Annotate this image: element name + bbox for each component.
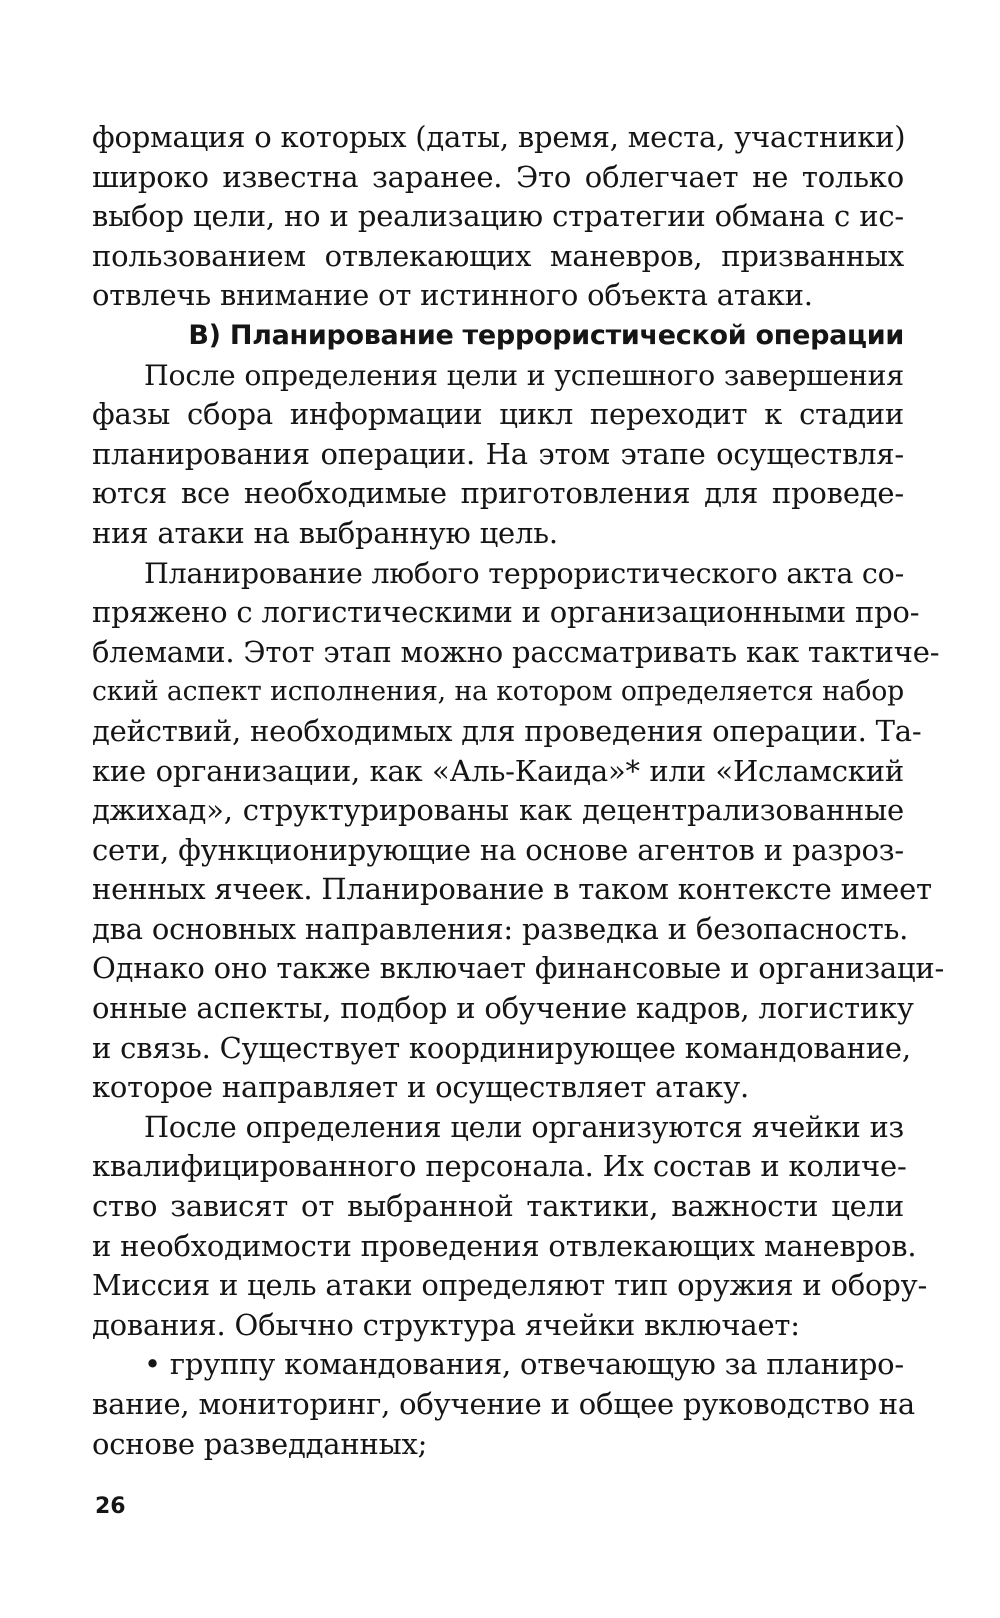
text-line: выбор цели, но и реализацию стратегии обмана с ис- bbox=[92, 199, 904, 234]
text-line: кие организации, как «Аль-Каида»* или «Исламский bbox=[92, 753, 904, 788]
text-line: онные аспекты, подбор и обучение кадров, логистику bbox=[92, 991, 914, 1026]
text-line: формация о которых (даты, время, места, участники) bbox=[92, 120, 906, 154]
text-line: ненных ячеек. Планирование в таком контексте имеет bbox=[92, 872, 932, 907]
text-line: квалифицированного персонала. Их состав и количе- bbox=[92, 1149, 907, 1184]
text-line: ния атаки на выбранную цель. bbox=[92, 515, 558, 550]
text-line: • группу командования, отвечающую за планиро- bbox=[144, 1347, 904, 1382]
text-line: Миссия и цель атаки определяют тип оружия и обору- bbox=[92, 1268, 928, 1303]
text-block-intro bbox=[92, 118, 904, 316]
text-line: Планирование любого террористического акта со- bbox=[144, 556, 905, 590]
text-line: отвлечь внимание от истинного объекта атаки. bbox=[92, 278, 813, 313]
paragraph bbox=[92, 1345, 915, 1464]
text-line: ются все необходимые приготовления для проведе- bbox=[92, 476, 904, 511]
text-line: два основных направления: разведка и безопасность. bbox=[92, 911, 909, 946]
text-line: дования. Обычно структура ячейки включает: bbox=[92, 1307, 800, 1342]
section-heading: В) Планирование террористической операции bbox=[188, 319, 904, 351]
text-line: блемами. Этот этап можно рассматривать как тактиче- bbox=[92, 634, 940, 669]
paragraph bbox=[92, 554, 945, 1108]
text-line: планирования операции. На этом этапе осуществля- bbox=[92, 436, 904, 471]
text-line: ство зависят от выбранной тактики, важности цели bbox=[92, 1189, 904, 1224]
text-block-main bbox=[92, 356, 945, 1465]
text-line: вание, мониторинг, обучение и общее руководство на bbox=[92, 1387, 915, 1421]
text-line: широко известна заранее. Это облегчает не только bbox=[92, 159, 904, 194]
text-line: основе разведданных; bbox=[92, 1426, 428, 1461]
text-line: действий, необходимых для проведения операции. Та- bbox=[92, 713, 922, 748]
paragraph bbox=[92, 1108, 928, 1346]
text-line: и необходимости проведения отвлекающих маневров. bbox=[92, 1228, 917, 1263]
text-line: Однако оно также включает финансовые и организаци- bbox=[92, 951, 945, 986]
paragraph bbox=[92, 356, 904, 554]
text-line: После определения цели и успешного завершения bbox=[144, 358, 904, 392]
text-line: После определения цели организуются ячейки из bbox=[144, 1109, 904, 1144]
text-line: пользованием отвлекающих маневров, призванных bbox=[92, 238, 904, 273]
text-line: пряжено с логистическими и организационными про- bbox=[92, 595, 920, 630]
text-line: которое направляет и осуществляет атаку. bbox=[92, 1070, 749, 1105]
text-line: фазы сбора информации цикл переходит к стадии bbox=[92, 397, 904, 432]
page-body bbox=[92, 118, 945, 1464]
page-number: 26 bbox=[95, 1494, 126, 1519]
text-line: ский аспект исполнения, на котором определяется набор bbox=[92, 676, 904, 708]
text-line: джихад», структурированы как децентрализованные bbox=[92, 793, 904, 828]
text-line: сети, функционирующие на основе агентов и разроз- bbox=[92, 832, 904, 867]
text-line: и связь. Существует координирующее командование, bbox=[92, 1030, 911, 1065]
paragraph bbox=[92, 118, 904, 316]
